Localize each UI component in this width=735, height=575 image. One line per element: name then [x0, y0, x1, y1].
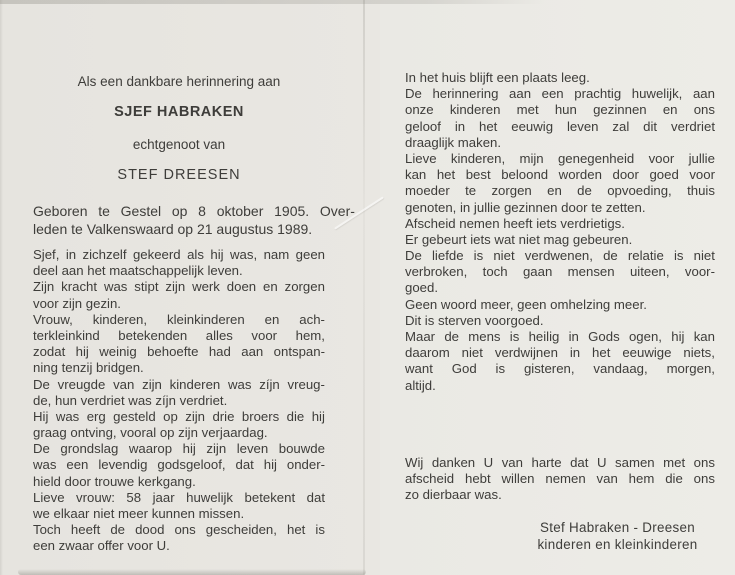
- scan-edge-shadow-top: [0, 0, 545, 4]
- text-line: een zwaar offer voor U.: [33, 538, 170, 554]
- text-line: terkleinkind betekenden alles voor hem,: [33, 327, 325, 343]
- text-line: In het huis blijft een plaats leeg.: [405, 70, 590, 85]
- right-page-body-text: [405, 70, 715, 394]
- acknowledgement-text: [405, 455, 715, 504]
- text-line: was een levendig godsgeloof, dat hij onder-: [33, 457, 325, 473]
- text-line: de, hun verdriet was zíjn verdriet.: [33, 392, 228, 408]
- text-line: Lieve vrouw: 58 jaar huwelijk betekent dat: [33, 489, 325, 505]
- text-line: Er gebeurt iets wat niet mag gebeuren.: [405, 231, 633, 247]
- text-line: graag ontving, vooral op zijn verjaardag.: [33, 425, 268, 441]
- text-line: Afscheid nemen heeft iets verdrietigs.: [405, 215, 625, 231]
- text-line: Maar de mens is heilig in Gods ogen, hij kan: [405, 329, 715, 344]
- text-line: kinderen en kleinkinderen: [537, 536, 698, 552]
- text-line: altijd.: [405, 377, 436, 393]
- left-page-body-text: [33, 247, 325, 555]
- text-line: Wij danken U van harte dat U samen met ons: [405, 455, 715, 470]
- text-line: leden te Valkenswaard op 21 augustus 1989.: [33, 220, 313, 237]
- text-line: Sjef, in zichzelf gekeerd als hij was, nam geen: [33, 247, 325, 262]
- dedication-text: Als een dankbare herinnering aan: [77, 74, 281, 89]
- life-dates: [33, 203, 355, 238]
- memorial-card-right-page: [380, 0, 735, 575]
- text-line: De vreugde van zijn kinderen was zíjn vreug-: [33, 376, 325, 392]
- text-line: ning tenzij bridgen.: [33, 360, 144, 376]
- text-line: Lieve kinderen, mijn genegenheid voor jullie: [405, 150, 715, 166]
- text-line: daarom niet verdwijnen in het eeuwige niets,: [405, 345, 715, 361]
- text-line: verbroken, toch gaan mensen uiteen, voor-: [405, 264, 715, 280]
- text-line: onze kinderen met hun gezinnen en ons: [405, 102, 715, 118]
- scan-edge-shadow-left: [0, 0, 3, 575]
- text-line: deel aan het maatschappelijk leven.: [33, 263, 243, 279]
- text-line: De herinnering aan een prachtig huwelijk, aan: [405, 86, 715, 102]
- text-line: Hij was erg gesteld op zijn drie broers die hij: [33, 408, 325, 424]
- text-line: draaglijk maken.: [405, 134, 502, 150]
- text-line: voor zijn gezin.: [33, 295, 121, 311]
- text-line: goed.: [405, 280, 439, 296]
- text-line: Dit is sterven voorgoed.: [405, 312, 544, 328]
- text-line: genoten, in jullie gezinnen door te zetten.: [405, 199, 646, 215]
- text-line: Stef Habraken - Dreesen: [539, 520, 695, 535]
- text-line: want God is gisteren, vandaag, morgen,: [405, 361, 715, 377]
- text-line: Vrouw, kinderen, kleinkinderen en ach-: [33, 311, 325, 327]
- text-line: kan het best beloond worden door goed voor: [405, 167, 715, 183]
- text-line: afscheid hebt willen nemen van hem die ons: [405, 471, 715, 487]
- deceased-name: SJEF HABRAKEN: [114, 104, 244, 120]
- text-line: Zijn kracht was stipt zijn werk doen en zorgen: [33, 279, 325, 295]
- text-line: zodat hij weinig behoefte had aan ontspan-: [33, 344, 325, 360]
- relation-text: echtgenoot van: [132, 137, 226, 152]
- spouse-name: STEF DREESEN: [117, 167, 241, 183]
- text-line: hield door trouwe kerkgang.: [33, 473, 196, 489]
- text-line: Geen woord meer, geen omhelzing meer.: [405, 296, 647, 312]
- text-line: geloof in het eeuwig leven zal dit verdriet: [405, 118, 715, 134]
- card-fold-line: [363, 0, 365, 575]
- text-line: De grondslag waarop hij zijn leven bouwde: [33, 441, 325, 457]
- text-line: moeder te zorgen en de opvoeding, thuis: [405, 183, 715, 199]
- text-line: zo dierbaar was.: [405, 487, 502, 503]
- signature-text: [520, 520, 715, 553]
- text-line: Toch heeft de dood ons gescheiden, het is: [33, 522, 325, 538]
- text-line: we elkaar niet meer kunnen missen.: [33, 506, 245, 521]
- text-line: Geboren te Gestel op 8 oktober 1905. Over-: [33, 203, 355, 219]
- text-line: De liefde is niet verdwenen, de relatie is niet: [405, 248, 715, 264]
- scan-edge-shadow-bottom: [18, 569, 366, 575]
